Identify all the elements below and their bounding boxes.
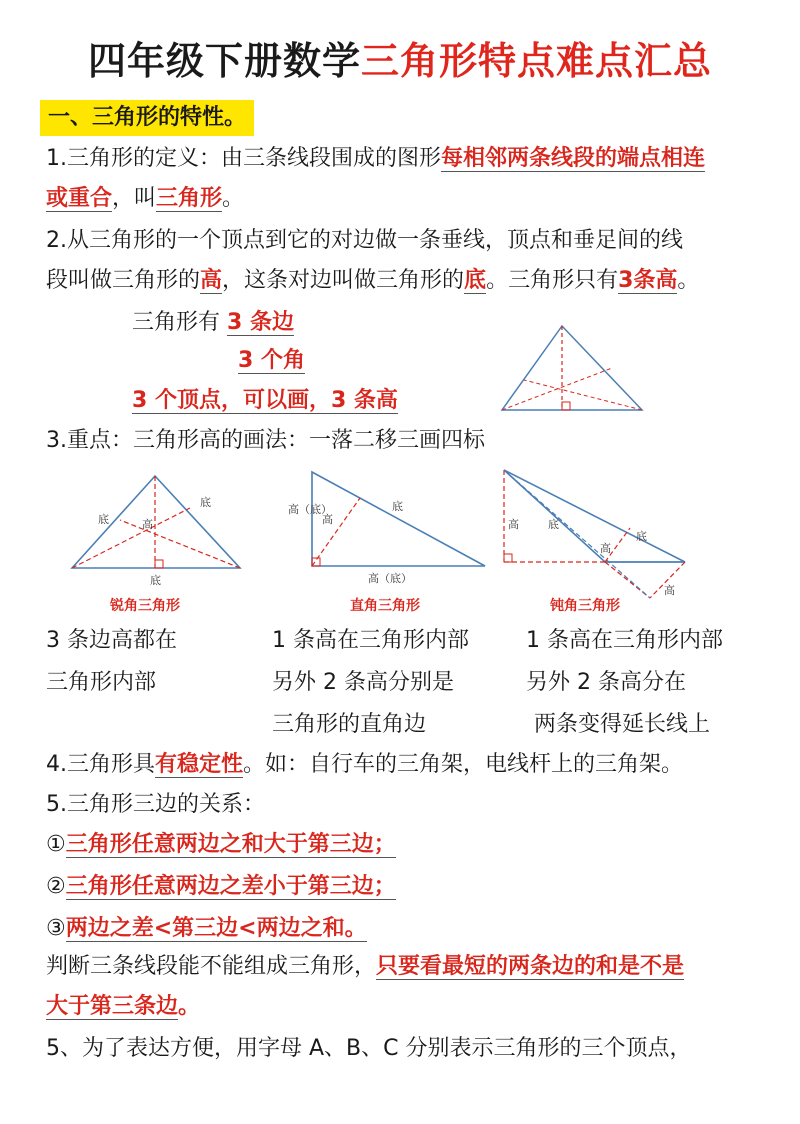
three-heights-highlight: 3条高 <box>618 268 678 293</box>
rule-3 <box>46 914 367 944</box>
figure-height-line2 <box>502 368 612 410</box>
right-label-base: 底 <box>392 500 403 513</box>
key-point-line: 3.重点：三角形高的画法：一落二移三画四标 <box>46 428 485 453</box>
caption-obtuse: 钝角三角形 <box>550 598 620 614</box>
right-description <box>272 620 469 746</box>
title-part1: 四年级下册数学 <box>87 39 361 83</box>
judge-highlight2: 大于第三条边 <box>46 994 179 1019</box>
rule-1-text: 三角形任意两边之和大于第三边； <box>65 832 396 857</box>
acute-label-base-right: 底 <box>200 496 211 509</box>
right-label-height-base: 高（底） <box>288 503 332 516</box>
right-desc-line2: 另外 2 条高分别是 <box>272 670 454 695</box>
height-line1: 2.从三角形的一个顶点到它的对边做一条垂线，顶点和垂足间的线 <box>46 228 683 253</box>
figure-right-angle <box>562 402 570 410</box>
summary-angles-text: 3 个角 <box>238 348 305 373</box>
rule-3-num: ③ <box>46 916 66 941</box>
obtuse-label-height-mid: 高 <box>600 542 611 555</box>
acute-desc-line1: 3 条边高都在 <box>46 628 177 653</box>
definition-highlight2: 或重合 <box>46 186 113 211</box>
summary-prefix: 三角形有 <box>132 310 221 335</box>
figure-triangle <box>502 326 642 410</box>
rule-2-text: 三角形任意两边之差小于第三边； <box>65 874 396 899</box>
height-highlight: 高 <box>200 268 223 293</box>
judge-highlight1: 只要看最短的两条边的和是不是 <box>376 954 685 979</box>
side-relation-title: 5.三角形三边的关系： <box>46 792 265 817</box>
section-heading: 一、三角形的特性。 <box>40 100 254 136</box>
acute-description <box>46 620 177 704</box>
triangle-types-diagram <box>60 468 760 618</box>
right-triangle-diagram <box>288 472 485 614</box>
stability-end: 。如：自行车的三角架，电线杆上的三角架。 <box>243 752 684 777</box>
definition-highlight1: 每相邻两条线段的端点相连 <box>441 146 706 171</box>
obtuse-label-height-right: 高 <box>664 584 675 597</box>
stability-line <box>46 750 683 780</box>
acute-triangle-diagram <box>72 476 240 614</box>
acute-label-base-bottom: 底 <box>150 574 161 587</box>
summary-sides-text: 3 条边 <box>227 310 294 335</box>
height-mid: ，这条对边叫做三角形的 <box>222 268 465 293</box>
obtuse-desc-line3: 两条变得延长线上 <box>534 712 711 737</box>
obtuse-desc-line2: 另外 2 条高分在 <box>526 670 686 695</box>
definition-line2 <box>46 184 244 214</box>
definition-mid: ，叫 <box>112 186 157 211</box>
rule-2-num: ② <box>46 874 66 899</box>
height-mid2: 。三角形只有 <box>486 268 619 293</box>
obtuse-description <box>526 620 723 746</box>
right-desc-line3: 三角形的直角边 <box>272 712 427 737</box>
right-desc-line1: 1 条高在三角形内部 <box>272 628 469 653</box>
definition-end: 。 <box>222 186 245 211</box>
judge-end: 。 <box>178 994 201 1019</box>
obtuse-triangle-diagram <box>504 470 685 614</box>
stability-highlight: 有稳定性 <box>155 752 244 777</box>
rule-1-num: ① <box>46 832 66 857</box>
summary-sides <box>132 308 294 338</box>
judge-line2 <box>46 992 200 1022</box>
obtuse-label-base-right: 底 <box>636 530 647 543</box>
stability-text: 4.三角形具 <box>46 752 155 777</box>
vertex-notation-line: 5、为了表达方便，用字母 A、B、C 分别表示三角形的三个顶点， <box>46 1036 692 1061</box>
obtuse-label-base: 底 <box>548 518 559 531</box>
caption-right: 直角三角形 <box>350 598 420 614</box>
caption-acute: 锐角三角形 <box>110 598 180 614</box>
right-label-height-base2: 高（底） <box>368 572 412 585</box>
rule-2 <box>46 872 396 902</box>
obtuse-label-height-left: 高 <box>508 518 519 531</box>
summary-vertices <box>132 386 398 416</box>
definition-highlight3: 三角形 <box>156 186 223 211</box>
page-title <box>0 30 800 85</box>
definition-text: 1.三角形的定义：由三条线段围成的图形 <box>46 146 441 171</box>
height-end: 。 <box>677 268 700 293</box>
triangle-height-figure <box>462 300 672 418</box>
rule-3-text: 两边之差<第三边<两边之和。 <box>65 916 367 941</box>
summary-angles <box>238 346 305 376</box>
acute-label-base-left: 底 <box>98 513 109 526</box>
height-text: 段叫做三角形的 <box>46 268 201 293</box>
acute-label-height: 高 <box>142 518 153 531</box>
judge-text: 判断三条线段能不能组成三角形， <box>46 954 377 979</box>
height-line2 <box>46 266 699 296</box>
acute-desc-line2: 三角形内部 <box>46 670 157 695</box>
title-part2: 三角形特点难点汇总 <box>361 39 713 83</box>
definition-line1 <box>46 144 705 174</box>
right-label-height: 高 <box>322 513 333 526</box>
base-highlight: 底 <box>464 268 487 293</box>
summary-vertices-text: 3 个顶点，可以画，3 条高 <box>132 388 398 413</box>
rule-1 <box>46 830 396 860</box>
obtuse-desc-line1: 1 条高在三角形内部 <box>526 628 723 653</box>
judge-line1 <box>46 952 684 982</box>
